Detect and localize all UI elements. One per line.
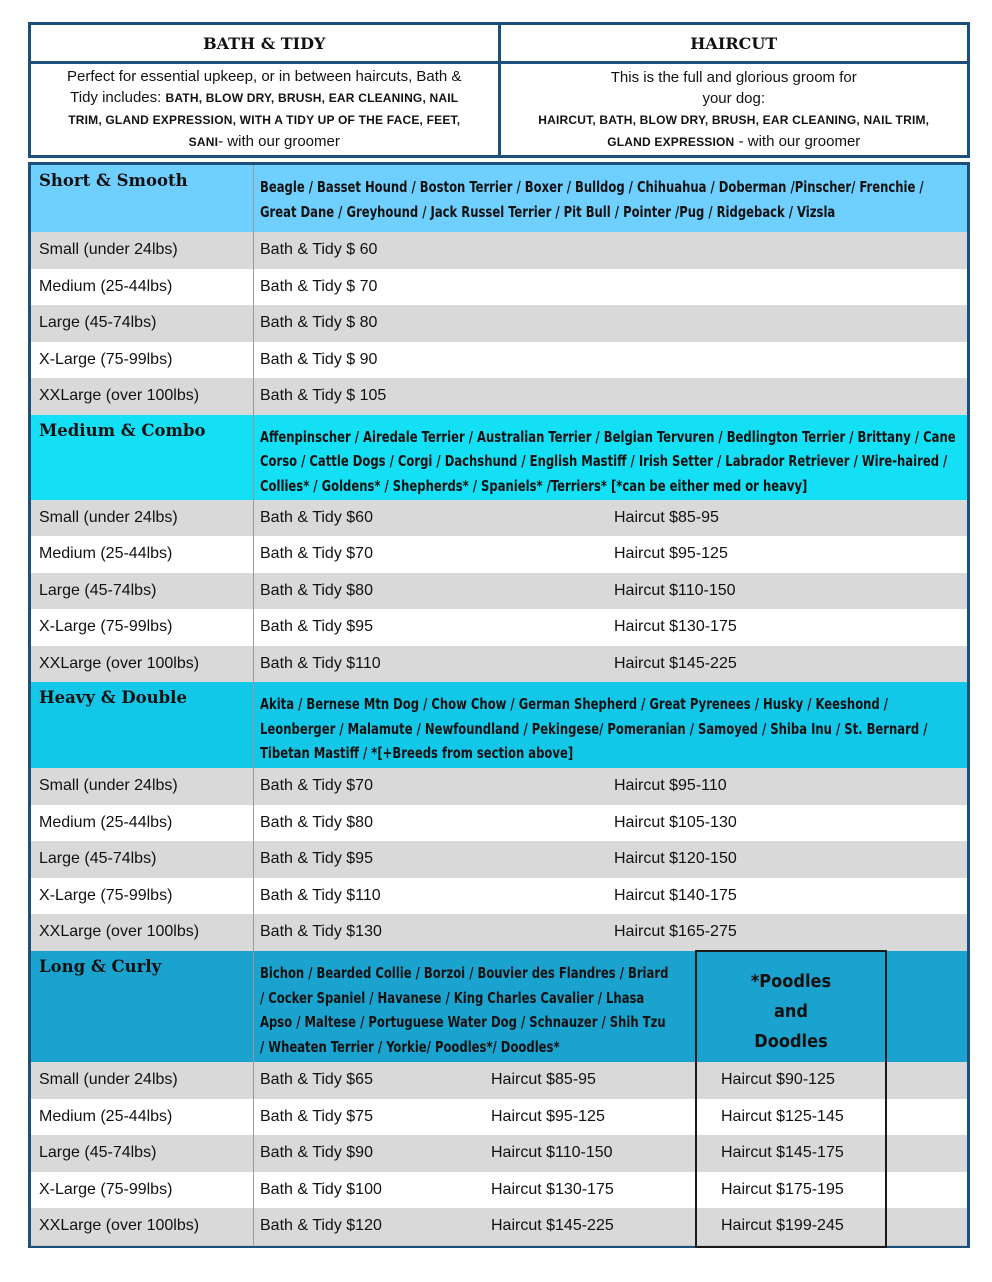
haircut-heading: HAIRCUT <box>501 25 968 64</box>
price-row <box>31 269 967 307</box>
bath-tidy-price: Bath & Tidy $ 80 <box>260 314 378 331</box>
column-divider <box>253 415 254 500</box>
column-divider <box>253 1062 254 1099</box>
bath-tidy-price: Bath & Tidy $110 <box>260 654 381 672</box>
column-divider <box>253 878 254 915</box>
size-label: Medium (25-44lbs) <box>39 813 173 831</box>
haircut-price: Haircut $165-275 <box>614 923 737 941</box>
poodles-doodles-title-line: Doodles <box>754 1031 828 1052</box>
haircut-price: Haircut $145-225 <box>491 1217 614 1235</box>
bath-tidy-price: Bath & Tidy $70 <box>260 777 373 794</box>
size-label: Small (under 24lbs) <box>39 777 178 794</box>
bath-tidy-price: Bath & Tidy $60 <box>260 508 373 526</box>
bath-tidy-price: Bath & Tidy $110 <box>260 886 381 904</box>
column-divider <box>253 269 254 306</box>
column-divider <box>253 573 254 610</box>
column-divider <box>253 646 254 683</box>
column-divider <box>253 1099 254 1136</box>
price-row <box>31 573 967 611</box>
price-row <box>31 914 967 952</box>
size-label: Large (45-74lbs) <box>39 314 157 331</box>
price-row <box>31 342 967 380</box>
size-label: XXLarge (over 100lbs) <box>39 387 200 404</box>
column-divider <box>253 609 254 646</box>
haircut-desc-line: your dog: <box>702 89 766 107</box>
bath-tidy-heading: BATH & TIDY <box>31 25 498 64</box>
haircut-price: Haircut $95-110 <box>614 777 727 794</box>
column-divider <box>253 378 254 415</box>
column-divider <box>253 951 254 1062</box>
breed-list: Bichon / Bearded Collie / Borzoi / Bouvier des Flandres / Briard / Cocker Spaniel / Havanese / King Charles Cavalier / Lhasa Apso / Maltese / Portuguese Water Dog / Schnauzer / Shih Tzu / Wheaten Terrier / Yorkie/ Poodles*/ Doodles* <box>260 964 669 1056</box>
section-name: Heavy & Double <box>39 688 187 707</box>
haircut-desc-caps: HAIRCUT, BATH, BLOW DRY, BRUSH, EAR CLEANING, NAIL TRIM, <box>538 112 930 127</box>
poodle-haircut-price: Haircut $90-125 <box>721 1071 835 1088</box>
bath-tidy-column <box>31 25 498 155</box>
bath-desc-line: - with our groomer <box>218 133 340 150</box>
haircut-price: Haircut $85-95 <box>491 1071 596 1088</box>
service-description-table <box>28 22 970 158</box>
poodle-haircut-price: Haircut $125-145 <box>721 1107 844 1125</box>
price-row <box>31 646 967 684</box>
size-label: XXLarge (over 100lbs) <box>39 923 200 941</box>
size-label: Large (45-74lbs) <box>39 850 157 868</box>
size-label: Medium (25-44lbs) <box>39 277 173 295</box>
section-header-short-smooth <box>31 165 967 233</box>
breed-list: Beagle / Basset Hound / Boston Terrier / Boxer / Bulldog / Chihuahua / Doberman /Pinscher/ Frenchie / Great Dane / Greyhound / Jack Russel Terrier / Pit Bull / Pointer /Pug / Ridgeback / Vizsla <box>260 178 924 221</box>
bath-tidy-price: Bath & Tidy $90 <box>260 1144 373 1162</box>
bath-tidy-price: Bath & Tidy $120 <box>260 1217 382 1235</box>
bath-desc-caps: SANI <box>188 135 219 149</box>
size-label: X-Large (75-99lbs) <box>39 886 173 904</box>
haircut-price: Haircut $95-125 <box>491 1107 605 1125</box>
price-row <box>31 378 967 416</box>
size-label: Small (under 24lbs) <box>39 508 178 526</box>
bath-tidy-price: Bath & Tidy $100 <box>260 1180 382 1198</box>
column-divider <box>253 1208 254 1245</box>
size-label: X-Large (75-99lbs) <box>39 350 173 368</box>
section-header-medium-combo <box>31 415 967 501</box>
size-label: Medium (25-44lbs) <box>39 1107 173 1125</box>
bath-tidy-price: Bath & Tidy $95 <box>260 850 373 868</box>
haircut-price: Haircut $130-175 <box>491 1180 614 1198</box>
bath-tidy-price: Bath & Tidy $70 <box>260 545 373 562</box>
size-label: Large (45-74lbs) <box>39 581 157 599</box>
price-row <box>31 609 967 647</box>
size-label: Small (under 24lbs) <box>39 241 178 258</box>
size-label: X-Large (75-99lbs) <box>39 618 173 635</box>
column-divider <box>253 768 254 805</box>
section-header-heavy-double <box>31 682 967 769</box>
size-label: Large (45-74lbs) <box>39 1144 157 1162</box>
bath-desc-caps: TRIM, GLAND EXPRESSION, WITH A TIDY UP OF THE FACE, FEET, <box>68 113 461 127</box>
haircut-price: Haircut $145-225 <box>614 654 737 672</box>
poodle-haircut-price: Haircut $199-245 <box>721 1217 844 1235</box>
column-divider <box>253 682 254 768</box>
poodles-doodles-title-line: *Poodles <box>750 971 832 992</box>
column-divider <box>253 536 254 573</box>
price-row <box>31 878 967 916</box>
haircut-price: Haircut $140-175 <box>614 886 737 904</box>
bath-tidy-price: Bath & Tidy $ 90 <box>260 350 378 368</box>
haircut-price: Haircut $95-125 <box>614 545 728 562</box>
column-divider <box>253 305 254 342</box>
poodle-haircut-price: Haircut $145-175 <box>721 1144 844 1162</box>
breed-list: Akita / Bernese Mtn Dog / Chow Chow / German Shepherd / Great Pyrenees / Husky / Keeshond / Leonberger / Malamute / Newfoundland / Pekingese/ Pomeranian / Samoyed / Shiba Inu / St. Bernard / Tibetan Mastiff / *[+Breeds from section above] <box>260 695 928 762</box>
bath-tidy-description <box>31 64 498 155</box>
breed-list: Affenpinscher / Airedale Terrier / Australian Terrier / Belgian Tervuren / Bedlington Terrier / Brittany / Cane Corso / Cattle Dogs / Corgi / Dachshund / English Mastiff / Irish Setter / Labrador Retriever / Wire-haired / Collies* / Goldens* / Shepherds* / Spaniels* /Terriers* [*can be either med or heavy] <box>260 427 956 495</box>
haircut-price: Haircut $110-150 <box>491 1144 613 1162</box>
poodles-doodles-title-line: and <box>773 1001 809 1022</box>
price-table <box>28 162 970 1248</box>
price-row <box>31 305 967 343</box>
bath-tidy-price: Bath & Tidy $130 <box>260 923 382 941</box>
bath-desc-caps: BATH, BLOW DRY, BRUSH, EAR CLEANING, NAIL <box>165 91 459 105</box>
price-row <box>31 500 967 538</box>
poodles-doodles-heading <box>697 967 885 1057</box>
size-label: Small (under 24lbs) <box>39 1071 178 1088</box>
section-name: Medium & Combo <box>39 420 206 440</box>
column-divider <box>253 1172 254 1209</box>
bath-tidy-price: Bath & Tidy $ 105 <box>260 387 387 404</box>
price-row <box>31 536 967 574</box>
bath-tidy-price: Bath & Tidy $80 <box>260 581 373 599</box>
size-label: Medium (25-44lbs) <box>39 545 173 562</box>
bath-desc-line: Tidy includes: <box>70 89 166 106</box>
column-divider <box>253 500 254 537</box>
haircut-desc-line: This is the full and glorious groom for <box>610 68 857 86</box>
column-divider <box>253 165 254 232</box>
bath-tidy-price: Bath & Tidy $65 <box>260 1071 373 1088</box>
price-row <box>31 841 967 879</box>
haircut-desc-caps: GLAND EXPRESSION <box>607 134 735 149</box>
column-divider <box>253 841 254 878</box>
bath-desc-line: Perfect for essential upkeep, or in between haircuts, Bath & <box>67 68 462 85</box>
haircut-price: Haircut $110-150 <box>614 581 736 599</box>
column-divider <box>253 914 254 951</box>
column-divider <box>253 342 254 379</box>
price-row <box>31 805 967 843</box>
section-name: Short & Smooth <box>39 171 188 190</box>
size-label: X-Large (75-99lbs) <box>39 1180 173 1198</box>
size-label: XXLarge (over 100lbs) <box>39 654 200 672</box>
price-row <box>31 768 967 806</box>
haircut-desc-line: - with our groomer <box>734 132 861 150</box>
column-divider <box>253 805 254 842</box>
size-label: XXLarge (over 100lbs) <box>39 1217 200 1235</box>
haircut-price: Haircut $120-150 <box>614 850 737 868</box>
column-divider <box>253 232 254 269</box>
bath-tidy-price: Bath & Tidy $ 60 <box>260 241 378 258</box>
haircut-price: Haircut $85-95 <box>614 508 719 526</box>
section-name: Long & Curly <box>39 957 162 976</box>
column-divider <box>253 1135 254 1172</box>
bath-tidy-price: Bath & Tidy $ 70 <box>260 277 378 295</box>
haircut-description <box>501 64 968 155</box>
price-row <box>31 232 967 270</box>
haircut-price: Haircut $105-130 <box>614 813 737 831</box>
bath-tidy-price: Bath & Tidy $80 <box>260 813 373 831</box>
haircut-price: Haircut $130-175 <box>614 618 737 635</box>
haircut-column <box>498 25 968 155</box>
poodle-haircut-price: Haircut $175-195 <box>721 1180 844 1198</box>
bath-tidy-price: Bath & Tidy $95 <box>260 618 373 635</box>
bath-tidy-price: Bath & Tidy $75 <box>260 1107 373 1125</box>
